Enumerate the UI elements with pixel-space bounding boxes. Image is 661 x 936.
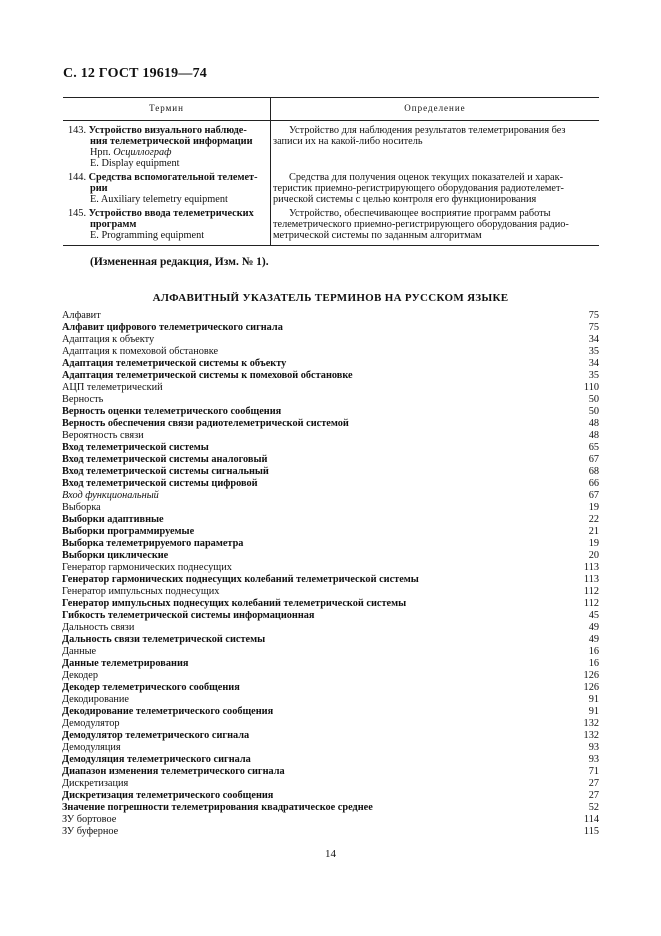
index-page-ref: 49 xyxy=(588,634,599,645)
index-term: Дальность связи телеметрической системы xyxy=(62,634,266,645)
definition-line: теристик приемно-регистрирующего оборудования радиотелемет- xyxy=(273,183,564,194)
index-term: Выборки циклические xyxy=(62,550,169,561)
index-entry xyxy=(62,394,599,406)
index-page-ref: 126 xyxy=(583,682,599,693)
index-term: Адаптация телеметрической системы к помеховой обстановке xyxy=(62,370,353,381)
index-term: Алфавит xyxy=(62,310,101,321)
index-entry xyxy=(62,418,599,430)
term-text: Устройство ввода телеметрических xyxy=(88,208,254,219)
index-page-ref: 49 xyxy=(588,622,599,633)
index-page-ref: 48 xyxy=(588,430,599,441)
index-page-ref: 75 xyxy=(588,310,599,321)
index-term: ЗУ бортовое xyxy=(62,814,117,825)
index-page-ref: 48 xyxy=(588,418,599,429)
index-page-ref: 113 xyxy=(583,562,599,573)
term-text: 144. xyxy=(68,172,89,183)
index-term: Верность xyxy=(62,394,104,405)
index-entry xyxy=(62,502,599,514)
index-term: Декодирование xyxy=(62,694,129,705)
index-term: Вероятность связи xyxy=(62,430,144,441)
index-entry xyxy=(62,346,599,358)
definition-line: записи их на какой-либо носитель xyxy=(273,136,423,147)
index-term: Адаптация к объекту xyxy=(62,334,155,345)
index-page-ref: 115 xyxy=(583,826,599,837)
term-text: программ xyxy=(90,219,137,230)
index-entry xyxy=(62,478,599,490)
term-line xyxy=(68,172,258,183)
index-entry xyxy=(62,574,599,586)
index-entry xyxy=(62,766,599,778)
index-entry xyxy=(62,598,599,610)
index-list xyxy=(62,310,599,838)
index-entry xyxy=(62,442,599,454)
index-page-ref: 52 xyxy=(588,802,599,813)
index-entry xyxy=(62,550,599,562)
index-term: Дальность связи xyxy=(62,622,135,633)
index-page-ref: 93 xyxy=(588,742,599,753)
index-term: Генератор импульсных поднесущих колебаний телеметрической системы xyxy=(62,598,407,609)
index-entry xyxy=(62,610,599,622)
term-line xyxy=(90,136,253,147)
term-text: Нрп. xyxy=(90,147,114,158)
index-entry xyxy=(62,586,599,598)
term-text: Осциллограф xyxy=(113,147,172,158)
index-entry xyxy=(62,310,599,322)
index-entry xyxy=(62,406,599,418)
index-page-ref: 22 xyxy=(588,514,599,525)
index-term: Дискретизация xyxy=(62,778,129,789)
index-entry xyxy=(62,682,599,694)
index-page-ref: 19 xyxy=(588,538,599,549)
index-page-ref: 114 xyxy=(583,814,599,825)
index-term: Демодулятор xyxy=(62,718,120,729)
index-page-ref: 68 xyxy=(588,466,599,477)
index-entry xyxy=(62,430,599,442)
index-entry xyxy=(62,514,599,526)
term-text: 143. xyxy=(68,125,89,136)
term-line xyxy=(68,208,254,219)
index-entry xyxy=(62,322,599,334)
header-divider xyxy=(63,120,599,121)
term-line xyxy=(90,183,108,194)
term-text: Устройство визуального наблюде- xyxy=(88,125,247,136)
index-entry xyxy=(62,814,599,826)
index-entry xyxy=(62,622,599,634)
term-text: ния телеметрической информации xyxy=(90,136,253,147)
index-term: Значение погрешности телеметрирования квадратическое среднее xyxy=(62,802,373,813)
term-text: 145. xyxy=(68,208,89,219)
index-page-ref: 91 xyxy=(588,706,599,717)
index-term: Гибкость телеметрической системы информационная xyxy=(62,610,315,621)
index-page-ref: 45 xyxy=(588,610,599,621)
term-text: E. Auxiliary telemetry equipment xyxy=(90,194,228,205)
page-number: 14 xyxy=(325,848,336,860)
index-term: Вход телеметрической системы цифровой xyxy=(62,478,258,489)
definition-line: метрической системы по заданным алгоритмам xyxy=(273,230,482,241)
index-term: Генератор импульсных поднесущих xyxy=(62,586,220,597)
index-entry xyxy=(62,382,599,394)
index-entry xyxy=(62,706,599,718)
index-entry xyxy=(62,538,599,550)
index-page-ref: 16 xyxy=(588,658,599,669)
index-page-ref: 67 xyxy=(588,490,599,501)
term-line xyxy=(90,194,228,205)
index-page-ref: 34 xyxy=(588,358,599,369)
column-header-definition: Определение xyxy=(404,103,466,113)
index-page-ref: 27 xyxy=(588,790,599,801)
index-page-ref: 75 xyxy=(588,322,599,333)
index-entry xyxy=(62,754,599,766)
index-entry xyxy=(62,562,599,574)
index-term: Данные телеметрирования xyxy=(62,658,189,669)
index-page-ref: 67 xyxy=(588,454,599,465)
index-term: Вход телеметрической системы аналоговый xyxy=(62,454,268,465)
index-term: АЦП телеметрический xyxy=(62,382,163,393)
index-page-ref: 126 xyxy=(583,670,599,681)
index-page-ref: 132 xyxy=(583,718,599,729)
index-page-ref: 19 xyxy=(588,502,599,513)
index-page-ref: 112 xyxy=(583,586,599,597)
index-page-ref: 35 xyxy=(588,346,599,357)
index-term: Данные xyxy=(62,646,97,657)
column-header-term: Термин xyxy=(149,103,184,113)
index-page-ref: 21 xyxy=(588,526,599,537)
index-page-ref: 20 xyxy=(588,550,599,561)
index-term: Декодер телеметрического сообщения xyxy=(62,682,240,693)
amendment-note: (Измененная редакция, Изм. № 1). xyxy=(90,256,269,268)
index-term: Вход телеметрической системы xyxy=(62,442,209,453)
index-entry xyxy=(62,490,599,502)
index-page-ref: 16 xyxy=(588,646,599,657)
definition-line: Средства для получения оценок текущих показателей и харак- xyxy=(289,172,564,183)
index-term: Декодер xyxy=(62,670,99,681)
index-page-ref: 91 xyxy=(588,694,599,705)
index-entry xyxy=(62,646,599,658)
term-text: рии xyxy=(90,183,108,194)
index-entry xyxy=(62,454,599,466)
index-term: Демодуляция телеметрического сигнала xyxy=(62,754,251,765)
index-entry xyxy=(62,634,599,646)
index-page-ref: 50 xyxy=(588,394,599,405)
index-entry xyxy=(62,694,599,706)
index-term: Генератор гармонических поднесущих xyxy=(62,562,232,573)
term-line xyxy=(90,158,180,169)
definition-line: телеметрического приемно-регистрирующего оборудования радио- xyxy=(273,219,569,230)
definition-line: рической системы с целью контроля его функционирования xyxy=(273,194,537,205)
term-line xyxy=(90,219,136,230)
index-page-ref: 66 xyxy=(588,478,599,489)
index-term: Алфавит цифрового телеметрического сигнала xyxy=(62,322,283,333)
index-page-ref: 50 xyxy=(588,406,599,417)
index-term: Вход функциональный xyxy=(62,490,159,501)
term-text: E. Programming equipment xyxy=(90,230,205,241)
index-page-ref: 71 xyxy=(588,766,599,777)
index-page-ref: 112 xyxy=(583,598,599,609)
index-entry xyxy=(62,802,599,814)
term-line xyxy=(90,230,204,241)
index-term: Выборки адаптивные xyxy=(62,514,164,525)
index-term: Вход телеметрической системы сигнальный xyxy=(62,466,269,477)
index-term: Верность оценки телеметрического сообщения xyxy=(62,406,282,417)
index-entry xyxy=(62,790,599,802)
index-entry xyxy=(62,826,599,838)
index-term: Выборка xyxy=(62,502,101,513)
index-page-ref: 65 xyxy=(588,442,599,453)
index-page-ref: 35 xyxy=(588,370,599,381)
term-line xyxy=(68,125,247,136)
index-page-ref: 132 xyxy=(583,730,599,741)
index-term: Диапазон изменения телеметрического сигнала xyxy=(62,766,285,777)
index-term: Демодулятор телеметрического сигнала xyxy=(62,730,250,741)
index-entry xyxy=(62,742,599,754)
index-term: Верность обеспечения связи радиотелеметрической системой xyxy=(62,418,349,429)
index-entry xyxy=(62,358,599,370)
index-term: Выборка телеметрируемого параметра xyxy=(62,538,244,549)
index-entry xyxy=(62,334,599,346)
index-term: Выборки программируемые xyxy=(62,526,195,537)
index-entry xyxy=(62,526,599,538)
index-title: АЛФАВИТНЫЙ УКАЗАТЕЛЬ ТЕРМИНОВ НА РУССКОМ ЯЗЫКЕ xyxy=(152,292,509,304)
index-page-ref: 34 xyxy=(588,334,599,345)
index-entry xyxy=(62,670,599,682)
index-page-ref: 110 xyxy=(583,382,599,393)
definition-line: Устройство для наблюдения результатов телеметрирования без xyxy=(289,125,566,136)
index-term: Адаптация телеметрической системы к объекту xyxy=(62,358,287,369)
index-term: Адаптация к помеховой обстановке xyxy=(62,346,219,357)
index-term: Демодуляция xyxy=(62,742,121,753)
terms-table xyxy=(63,97,599,246)
term-line xyxy=(90,147,171,158)
index-entry xyxy=(62,778,599,790)
term-text: Средства вспомогательной телемет- xyxy=(88,172,258,183)
page-header: С. 12 ГОСТ 19619—74 xyxy=(63,66,207,81)
definition-line: Устройство, обеспечивающее восприятие программ работы xyxy=(289,208,551,219)
index-term: ЗУ буферное xyxy=(62,826,119,837)
index-page-ref: 93 xyxy=(588,754,599,765)
index-entry xyxy=(62,730,599,742)
index-entry xyxy=(62,370,599,382)
term-text: E. Display equipment xyxy=(90,158,180,169)
index-entry xyxy=(62,466,599,478)
index-entry xyxy=(62,718,599,730)
index-page-ref: 113 xyxy=(583,574,599,585)
index-entry xyxy=(62,658,599,670)
index-term: Декодирование телеметрического сообщения xyxy=(62,706,274,717)
index-page-ref: 27 xyxy=(588,778,599,789)
index-term: Дискретизация телеметрического сообщения xyxy=(62,790,274,801)
index-term: Генератор гармонических поднесущих колебаний телеметрической системы xyxy=(62,574,419,585)
